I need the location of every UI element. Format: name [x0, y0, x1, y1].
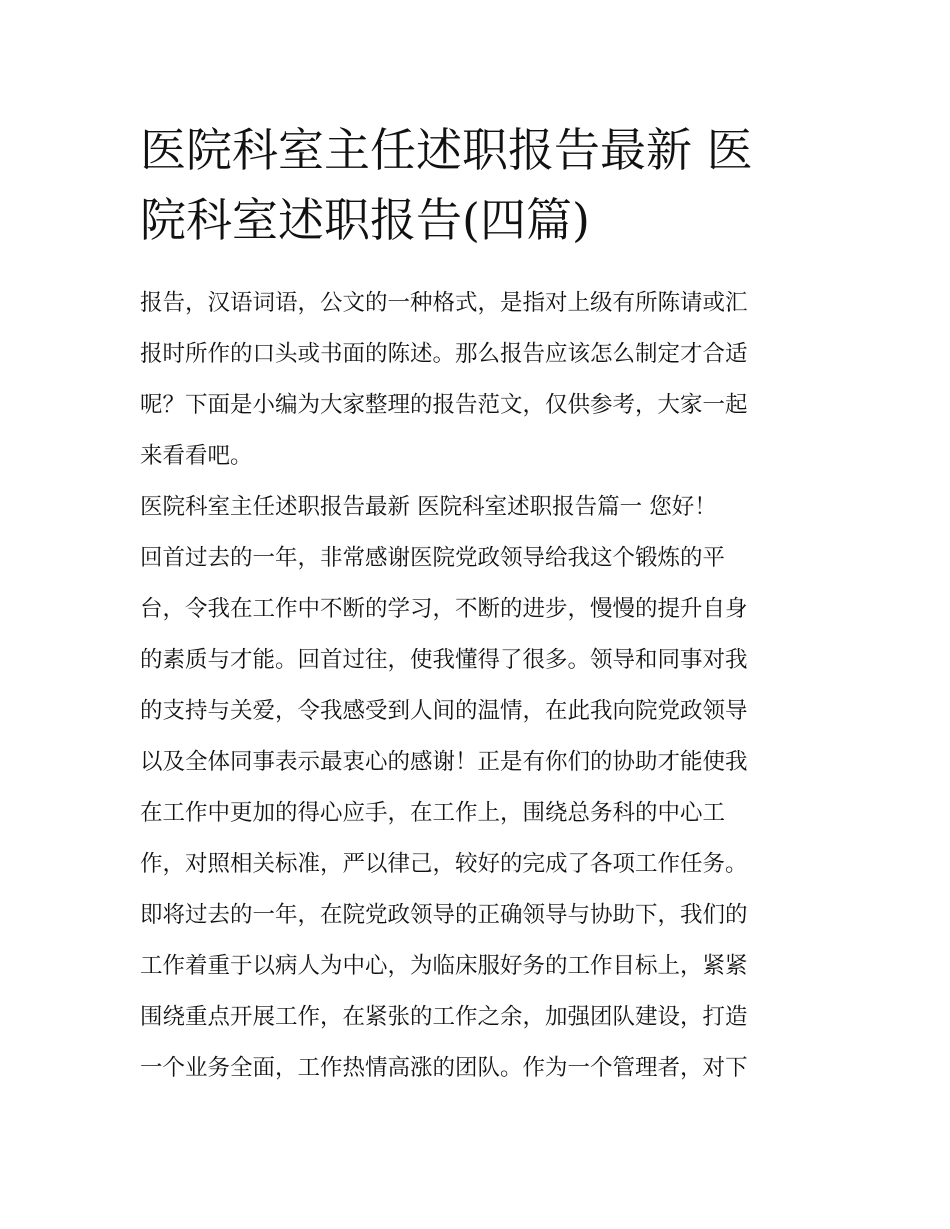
body-line: 的支持与关爱，令我感受到人间的温情，在此我向院党政领导: [140, 698, 748, 724]
body-line: 回首过去的一年，非常感谢医院党政领导给我这个锻炼的平: [140, 545, 726, 571]
body-line: 一个业务全面，工作热情高涨的团队。作为一个管理者，对下: [140, 1055, 748, 1081]
body-line: 工作着重于以病人为中心，为临床服好务的工作目标上，紧紧: [140, 953, 748, 979]
body-line: 即将过去的一年，在院党政领导的正确领导与协助下，我们的: [140, 902, 748, 928]
body-line: 作，对照相关标准，严以律己，较好的完成了各项工作任务。: [140, 851, 748, 877]
body-line: 的素质与才能。回首过往，使我懂得了很多。领导和同事对我: [140, 647, 748, 673]
body-line: 来看看吧。: [140, 443, 253, 469]
body-line: 呢？下面是小编为大家整理的报告范文，仅供参考，大家一起: [140, 392, 748, 418]
document-body: [140, 278, 820, 1094]
document-title: [140, 115, 820, 255]
body-line: 围绕重点开展工作，在紧张的工作之余，加强团队建设，打造: [140, 1004, 748, 1030]
body-line: 台，令我在工作中不断的学习，不断的进步，慢慢的提升自身: [140, 596, 748, 622]
title-line: 院科室述职报告(四篇): [140, 193, 590, 247]
body-line: 报时所作的口头或书面的陈述。那么报告应该怎么制定才合适: [140, 341, 748, 367]
title-line: 医院科室主任述职报告最新 医: [140, 123, 753, 177]
body-line: 以及全体同事表示最衷心的感谢！正是有你们的协助才能使我: [140, 749, 748, 775]
body-line: 在工作中更加的得心应手，在工作上，围绕总务科的中心工: [140, 800, 726, 826]
body-line: 报告，汉语词语，公文的一种格式，是指对上级有所陈请或汇: [140, 290, 748, 316]
section-heading-line: 医院科室主任述职报告最新 医院科室述职报告篇一 您好！: [140, 494, 717, 520]
